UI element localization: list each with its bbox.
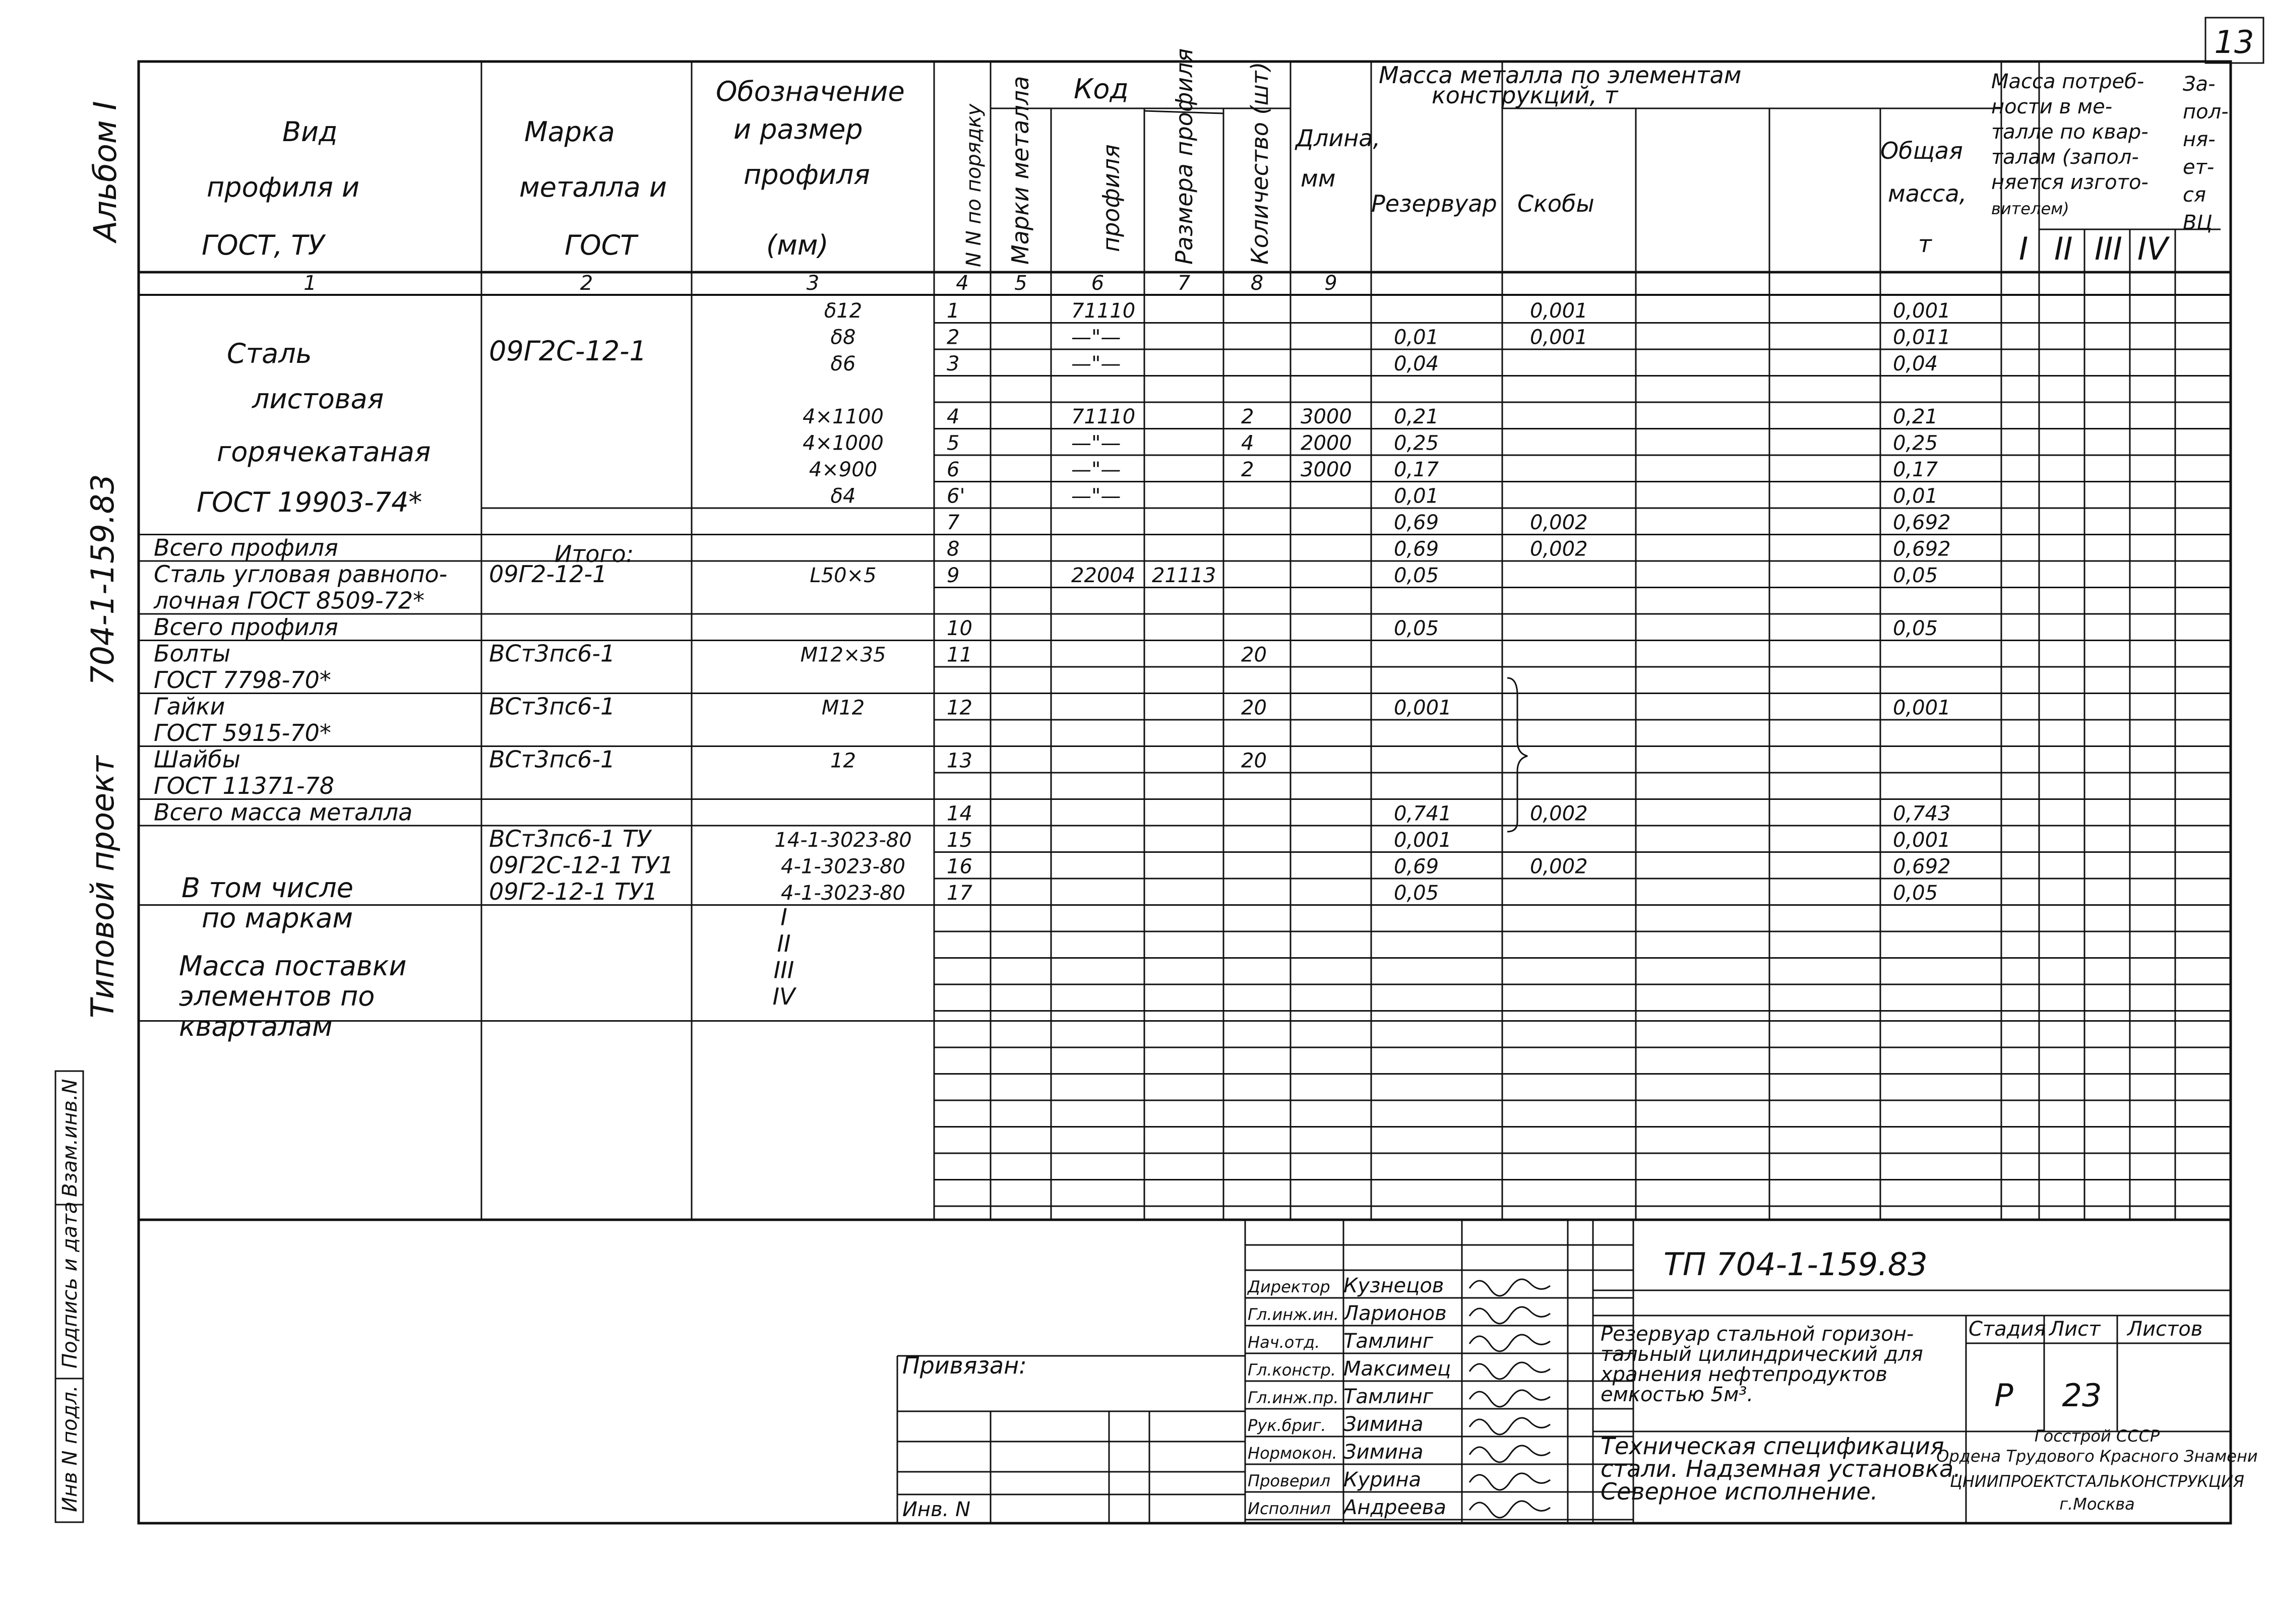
signatory-name: Зимина <box>1343 1413 1424 1436</box>
total-mass: 0,05 <box>1893 617 1938 640</box>
profile-size: δ4 <box>830 484 856 508</box>
signature-mark <box>1469 1390 1550 1407</box>
profile-size: δ6 <box>830 352 856 376</box>
signatory-name: Тамлинг <box>1343 1330 1433 1353</box>
header-quarter-group: талле по квар- <box>1991 120 2148 144</box>
total-mass: 0,04 <box>1893 352 1938 376</box>
metal-grade: 09Г2-12-1 ТУ1 <box>489 878 658 905</box>
order-number: 5 <box>947 431 960 455</box>
signatory-name: Тамлинг <box>1343 1385 1433 1408</box>
mass-tank: 0,01 <box>1394 484 1439 508</box>
signatory-name: Максимец <box>1343 1357 1451 1381</box>
supply-quarter-2: II <box>777 930 791 957</box>
org-name: Госстрой СССР <box>2034 1426 2160 1446</box>
column-number: 1 <box>303 272 317 295</box>
total-mass: 0,25 <box>1893 431 1938 455</box>
header-mass-brackets: Скобы <box>1517 190 1594 217</box>
mass-brackets: 0,002 <box>1530 511 1588 534</box>
mass-tank: 0,001 <box>1394 696 1452 720</box>
title-description: Резервуар стальной горизон- <box>1601 1323 1914 1346</box>
profile-size: М12×35 <box>800 643 886 667</box>
total-mass: 0,692 <box>1893 511 1951 534</box>
order-number: 9 <box>947 564 960 587</box>
group-supply: кварталам <box>179 1011 333 1042</box>
order-number: 4 <box>947 405 960 428</box>
org-name: ЦНИИПРОЕКТСТАЛЬКОНСТРУКЦИЯ <box>1950 1472 2244 1491</box>
total-mass: 0,001 <box>1893 696 1951 720</box>
signature-mark <box>1469 1418 1550 1434</box>
header-quarter-group: талам (запол- <box>1991 146 2139 169</box>
mass-brackets: 0,002 <box>1530 802 1588 826</box>
group-steel-sheet: Сталь <box>227 338 312 369</box>
title-subtitle: Северное исполнение. <box>1601 1478 1878 1505</box>
group-steel-sheet: ГОСТ 19903-74* <box>197 486 422 518</box>
org-name: г.Москва <box>2059 1494 2135 1514</box>
side-replace-box: Взам.инв.N <box>58 1079 82 1197</box>
stage-label: Стадия <box>1969 1318 2046 1341</box>
signatory-name: Кузнецов <box>1343 1274 1444 1297</box>
title-description: емкостью 5м³. <box>1601 1383 1754 1406</box>
signatory-role: Проверил <box>1248 1471 1331 1490</box>
quantity: 20 <box>1241 643 1267 667</box>
order-number: 17 <box>947 882 972 905</box>
header-code-metal: Марки металла <box>1007 76 1034 265</box>
header-filled-by-vc: ня- <box>2183 128 2216 151</box>
profile-code: —"— <box>1071 352 1121 376</box>
signatory-name: Ларионов <box>1343 1302 1447 1325</box>
side-inv-box: Инв N подл. <box>58 1385 82 1512</box>
order-number: 16 <box>947 855 972 879</box>
attached-label: Привязан: <box>902 1352 1027 1379</box>
signature-mark <box>1469 1279 1550 1296</box>
header-quarter-group: ности в ме- <box>1991 95 2113 118</box>
header-order-number: N N по порядку <box>962 103 986 267</box>
group-steel-sheet: листовая <box>252 383 384 415</box>
header-length: мм <box>1301 165 1336 192</box>
profile-type: Всего масса металла <box>154 798 413 826</box>
header-total-mass: масса, <box>1888 180 1967 207</box>
mass-brackets: 0,002 <box>1530 855 1588 879</box>
column-number: 3 <box>806 272 820 295</box>
profile-size: 12 <box>830 749 856 773</box>
mass-tank: 0,05 <box>1394 882 1439 905</box>
header-length: Длина, <box>1296 124 1381 152</box>
mass-tank: 0,69 <box>1394 511 1439 534</box>
profile-size: δ12 <box>824 299 863 323</box>
title-description: хранения нефтепродуктов <box>1601 1363 1887 1386</box>
profile-type: лочная ГОСТ 8509-72* <box>154 587 425 614</box>
length: 3000 <box>1301 405 1352 428</box>
profile-type: ГОСТ 5915-70* <box>154 719 331 746</box>
title-subtitle: стали. Надземная установка. <box>1601 1455 1961 1482</box>
header-code-profile: профиля <box>1097 144 1125 252</box>
column-number: 8 <box>1250 272 1264 295</box>
header-quarter-group: Масса потреб- <box>1991 70 2144 93</box>
order-number: 12 <box>947 696 972 720</box>
signatory-role: Нач.отд. <box>1248 1333 1320 1352</box>
side-project-type: Типовой проект <box>84 756 121 1018</box>
order-number: 3 <box>947 352 960 376</box>
mass-tank: 0,741 <box>1394 802 1452 826</box>
profile-size: 4×1000 <box>803 431 884 455</box>
header-profile-type: Вид <box>282 116 338 148</box>
profile-size: 4×1100 <box>803 405 884 428</box>
signatory-role: Гл.инж.ин. <box>1248 1305 1339 1324</box>
order-number: 7 <box>947 511 960 534</box>
header-profile-type: профиля и <box>207 171 360 203</box>
signature-mark <box>1469 1446 1550 1462</box>
profile-code: 71110 <box>1071 405 1136 428</box>
side-album: Альбом I <box>87 101 124 242</box>
column-number: 2 <box>580 272 593 295</box>
signature-mark <box>1469 1335 1550 1351</box>
metal-grade: ВСт3пс6-1 <box>489 745 616 773</box>
stage-value: Р <box>1994 1377 2013 1414</box>
header-designation: Обозначение <box>716 76 905 107</box>
header-filled-by-vc: ся <box>2183 183 2206 207</box>
mass-brackets: 0,001 <box>1530 326 1588 349</box>
quantity: 2 <box>1241 405 1254 428</box>
header-code-size: Размера профиля <box>1171 48 1198 265</box>
group-steel-grade: 09Г2С-12-1 <box>489 335 647 367</box>
profile-type: ГОСТ 11371-78 <box>154 772 335 799</box>
signatory-role: Гл.инж.пр. <box>1248 1388 1339 1407</box>
metal-grade: 09Г2-12-1 <box>489 560 607 588</box>
total-mass: 0,05 <box>1893 564 1938 587</box>
mass-tank: 0,69 <box>1394 855 1439 879</box>
header-mass-group: Масса металла по элементам <box>1379 61 1742 89</box>
total-mass: 0,743 <box>1893 802 1951 826</box>
order-number: 6' <box>947 484 965 508</box>
mass-tank: 0,05 <box>1394 564 1439 587</box>
mass-tank: 0,21 <box>1394 405 1439 428</box>
sheet-label: Лист <box>2049 1318 2101 1341</box>
profile-size: М12 <box>821 696 865 720</box>
profile-size: 4×900 <box>809 458 878 481</box>
profile-code: —"— <box>1071 484 1121 508</box>
header-designation: профиля <box>744 159 870 191</box>
sheet-number: 13 <box>2214 24 2254 60</box>
order-number: 15 <box>947 829 972 852</box>
signatory-name: Зимина <box>1343 1441 1424 1464</box>
signatory-role: Нормокон. <box>1248 1444 1337 1463</box>
profile-code: 71110 <box>1071 299 1136 323</box>
quantity: 2 <box>1241 458 1254 481</box>
order-number: 8 <box>947 537 960 561</box>
profile-size: 14-1-3023-80 <box>774 829 912 852</box>
profile-type: Сталь угловая равнопо- <box>154 560 448 588</box>
header-profile-type: ГОСТ, ТУ <box>202 229 325 261</box>
inventory-label: Инв. N <box>902 1498 970 1521</box>
group-by-grade: по маркам <box>202 902 353 934</box>
header-mass-group: конструкций, т <box>1432 82 1618 109</box>
title-doc-code: ТП 704-1-159.83 <box>1664 1246 1928 1283</box>
order-number: 14 <box>947 802 972 826</box>
signatory-role: Рук.бриг. <box>1248 1416 1326 1435</box>
group-supply: элементов по <box>179 980 375 1012</box>
group-by-grade: В том числе <box>181 872 354 904</box>
signatory-name: Андреева <box>1343 1496 1446 1519</box>
signature-mark <box>1469 1473 1550 1490</box>
total-mass: 0,001 <box>1893 829 1951 852</box>
header-quarter-group: няется изгото- <box>1991 171 2148 194</box>
profile-type: Гайки <box>154 693 225 720</box>
order-number: 10 <box>947 617 972 640</box>
mass-tank: 0,001 <box>1394 829 1452 852</box>
title-description: тальный цилиндрический для <box>1601 1343 1923 1366</box>
metal-grade: ВСт3пс6-1 <box>489 693 616 720</box>
supply-quarter-3: III <box>773 956 794 984</box>
total-mass: 0,692 <box>1893 855 1951 879</box>
column-number: 6 <box>1091 272 1104 295</box>
column-number: 9 <box>1324 272 1337 295</box>
header-metal-grade: металла и <box>519 171 667 203</box>
side-sign-box: Подпись и дата <box>58 1201 82 1368</box>
quantity: 4 <box>1241 431 1254 455</box>
column-number: 7 <box>1177 272 1191 295</box>
header-filled-by-vc: ВЦ <box>2183 211 2213 234</box>
side-doc-code: 704-1-159.83 <box>84 474 121 685</box>
metal-grade: ВСт3пс6-1 <box>489 640 616 667</box>
size-code: 21113 <box>1152 564 1216 587</box>
signatory-role: Директор <box>1248 1277 1330 1296</box>
header-quarter-1: I <box>2019 230 2029 267</box>
mass-brackets: 0,002 <box>1530 537 1588 561</box>
profile-type: Шайбы <box>154 745 240 773</box>
profile-code: 22004 <box>1071 564 1136 587</box>
header-metal-grade: Марка <box>524 116 615 148</box>
profile-type: ГОСТ 7798-70* <box>154 666 331 694</box>
mass-tank: 0,17 <box>1394 458 1439 481</box>
order-number: 1 <box>947 299 960 323</box>
profile-size: 4-1-3023-80 <box>781 882 905 905</box>
profile-type: Болты <box>154 640 231 667</box>
total-mass: 0,692 <box>1893 537 1951 561</box>
header-total-mass: т <box>1918 230 1932 258</box>
header-designation: (мм) <box>766 229 829 261</box>
org-name: Ордена Трудового Красного Знамени <box>1936 1447 2258 1466</box>
total-mass: 0,01 <box>1893 484 1938 508</box>
mass-tank: 0,04 <box>1394 352 1439 376</box>
profile-type: Всего профиля <box>154 613 338 641</box>
header-quantity: Количество (шт) <box>1246 61 1273 265</box>
quantity: 20 <box>1241 749 1267 773</box>
subtotal-label: Итого: <box>555 540 634 568</box>
title-subtitle: Техническая спецификация <box>1601 1432 1944 1460</box>
supply-quarter-1: I <box>780 903 787 931</box>
total-mass: 0,001 <box>1893 299 1951 323</box>
length: 2000 <box>1301 431 1352 455</box>
profile-code: —"— <box>1071 326 1121 349</box>
sheets-label: Листов <box>2127 1318 2203 1341</box>
mass-tank: 0,05 <box>1394 617 1439 640</box>
profile-size: δ8 <box>830 326 856 349</box>
mass-tank: 0,25 <box>1394 431 1439 455</box>
mass-brackets: 0,001 <box>1530 299 1588 323</box>
header-quarter-group: вителем) <box>1991 199 2069 218</box>
signatory-name: Курина <box>1343 1468 1422 1491</box>
profile-code: —"— <box>1071 431 1121 455</box>
header-quarter-4: IV <box>2137 230 2168 267</box>
header-code-group: Код <box>1074 73 1129 105</box>
profile-code: —"— <box>1071 458 1121 481</box>
group-steel-sheet: горячекатаная <box>217 436 431 468</box>
total-mass: 0,011 <box>1893 326 1951 349</box>
mass-tank: 0,69 <box>1394 537 1439 561</box>
metal-grade: ВСт3пс6-1 ТУ <box>489 825 651 852</box>
header-filled-by-vc: пол- <box>2183 100 2229 123</box>
header-mass-tank: Резервуар <box>1371 190 1497 217</box>
signature-mark <box>1469 1362 1550 1379</box>
order-number: 6 <box>947 458 960 481</box>
total-mass: 0,17 <box>1893 458 1938 481</box>
column-number: 4 <box>956 272 969 295</box>
total-mass: 0,21 <box>1893 405 1938 428</box>
header-designation: и размер <box>733 113 863 145</box>
order-number: 11 <box>947 643 972 667</box>
metal-grade: 09Г2С-12-1 ТУ1 <box>489 851 674 879</box>
signatory-role: Гл.констр. <box>1248 1360 1336 1380</box>
supply-quarter-4: IV <box>772 983 795 1010</box>
column-number: 5 <box>1014 272 1027 295</box>
signature-mark <box>1469 1501 1550 1518</box>
group-supply: Масса поставки <box>179 950 407 982</box>
order-number: 2 <box>947 326 960 349</box>
order-number: 13 <box>947 749 972 773</box>
profile-size: L50×5 <box>810 564 877 587</box>
sheet-value: 23 <box>2062 1377 2102 1414</box>
total-mass: 0,05 <box>1893 882 1938 905</box>
signatory-role: Исполнил <box>1248 1499 1331 1518</box>
length: 3000 <box>1301 458 1352 481</box>
signature-mark <box>1469 1307 1550 1324</box>
header-filled-by-vc: За- <box>2183 73 2216 96</box>
profile-type: Всего профиля <box>154 534 338 561</box>
header-quarter-3: III <box>2095 230 2122 267</box>
mass-tank: 0,01 <box>1394 326 1439 349</box>
header-metal-grade: ГОСТ <box>565 229 637 261</box>
header-quarter-2: II <box>2054 230 2073 267</box>
quantity: 20 <box>1241 696 1267 720</box>
profile-size: 4-1-3023-80 <box>781 855 905 879</box>
header-filled-by-vc: ет- <box>2183 156 2215 179</box>
header-total-mass: Общая <box>1880 137 1963 164</box>
